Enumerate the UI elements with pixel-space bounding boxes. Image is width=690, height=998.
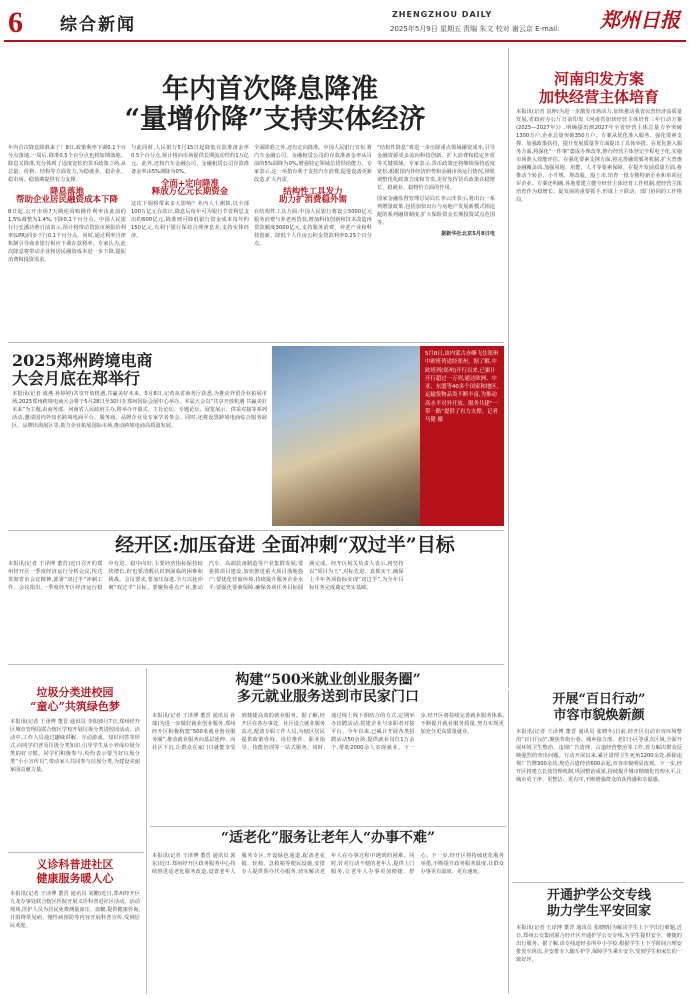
garbage-title-line2: “童心”共筑绿色梦 bbox=[30, 700, 120, 713]
column-divider bbox=[146, 668, 147, 994]
guard-title-line2: 助力学生平安回家 bbox=[546, 904, 651, 919]
jobs-body: 本报讯(记者 王译博 董晋 通讯员 孙瑞)为进一步做好就业创业服务,郑州经开区积极构建“500米就业创业服务圈”,推动就业服务向基层延伸、向社区下沉,让群众在家门口就能享受到便捷高效的就业服务。据了解,经开区在各办事处、社区设立就业服务站点,配备专职工作人员,为辖区居民提供政策咨询、岗位推荐、职业指导、技能培训等一站式服务。同时,通过线上线下相结合的方式,定期举办招聘活动,搭建企业与求职者对接平台。今年以来,已累计开展各类招聘活动50余场,提供就业岗位1万余个,帮助2000余人实现就业。下一步,经开区将持续完善就业服务体系,不断提升就业服务质量,努力实现更加充分更高质量就业。 bbox=[152, 713, 504, 751]
garbage-title-line1: 垃圾分类进校园 bbox=[36, 686, 114, 699]
jobs-title-line2: 多元就业服务送到市民家门口 bbox=[237, 689, 419, 705]
jobs-title-line1: 构建“500米就业创业服务圈” bbox=[235, 672, 421, 688]
divider bbox=[8, 342, 504, 343]
lead-subhead-2: 全面+定向降准 释放万亿元长期资金 bbox=[151, 179, 229, 197]
guard-body: 本报讯(记者 王译博 董晋 通讯员 张晓晴)为解决学生上下学出行难题,近日,郑州公交集团联合经开区开通护学公交专线,为学生提供安全、便捷的出行服务。据了解,该专线途经多所中小学校,根据学生上下学时间合理安排发车班次,并安排专人随车护学,保障学生乘车安全,受到学生和家长的一致好评。 bbox=[516, 925, 682, 963]
elderly-title: “适老化”服务让老年人“办事不难” bbox=[220, 830, 436, 846]
column-divider bbox=[508, 48, 509, 688]
train-photo bbox=[272, 346, 420, 526]
clinic-title-line1: 义诊科普进社区 bbox=[36, 858, 114, 871]
lead-col4-para: “结构性降息”将进一步压降重点领域融资成本,引导金融资源更多流向科技创新、扩大消费和稳定外贸等关键领域。专家表示,货币政策还将继续保持适度宽松,根据国内外经济形势和金融市场运行情况,择机调整优化政策力度和节奏,更好发挥货币政策在稳增长、稳就业、稳物价方面的作用。 bbox=[377, 145, 495, 191]
lead-subhead-3: 结构性工具发力 助力扩消费稳外需 bbox=[278, 187, 347, 205]
column-divider bbox=[508, 690, 509, 994]
lead-column-4 bbox=[377, 144, 495, 338]
header-rule bbox=[4, 40, 686, 42]
henan-body: 本报讯(记者 袁坤)为进一步激发市场活力,加快推动我省民营经济高质量发展,省政府办公厅日前印发《河南省加快经营主体培育三年行动方案(2025—2027年)》,明确提出到2027年全省经营主体总量力争突破1300万户,企业总量突破350万户。方案从优化准入服务、强化要素支撑、加强政策扶持、提升发展质量等方面提出了具体举措。在优化准入服务方面,将深化“一件事”集成办理改革,推行经营主体登记全程电子化,实施市场准入效能评估。在强化要素支撑方面,将完善融资服务机制,扩大普惠金融覆盖面,加强用地、用能、人才等要素保障。在提升发展质量方面,将推动个转企、小升规、规改股、股上市,培育一批专精特新企业和单项冠军企业。方案还明确,各地要建立健全经营主体培育工作机制,把经营主体培育作为稳增长、促发展的重要抓手,形成上下联动、部门协同的工作格局。 bbox=[516, 109, 682, 203]
lead-column-3 bbox=[254, 144, 372, 338]
lead-title-line2: “量增价降”支持实体经济 bbox=[124, 104, 426, 135]
hundred-title-line1: 开展“百日行动” bbox=[552, 692, 646, 707]
clinic-body: 本报讯(记者 王译博 董晋 通讯员 刘鹏)近日,郑州经开区九龙办事处联合辖区医院开展义诊科普进社区活动。活动现场,医护人员为居民免费测量血压、血糖,提供健康咨询,并围绕常见病、慢性病预防等内容开展科普宣传,受到居民欢迎。 bbox=[10, 891, 140, 929]
garbage-body: 本报讯(记者 王译博 董晋 通讯员 李阳)5月7日,郑州经开区城市管理局联合辖区学校开展垃圾分类进校园活动。活动中,工作人员通过趣味讲解、互动游戏、知识问答等形式,向同学们普及垃圾分类知识,引导学生从小养成垃圾分类的好习惯。同学们积极参与,纷纷表示要当好垃圾分类“小小宣传员”,带动家人共同参与垃圾分类,为建设美丽家园贡献力量。 bbox=[10, 719, 140, 773]
divider bbox=[150, 826, 506, 827]
clinic-title-line2: 健康服务暖人心 bbox=[36, 872, 114, 885]
lead-column-2 bbox=[131, 144, 249, 338]
lead-col4b-para: 国家金融监督管理总局局长李云泽表示,将出台一系列增量政策,包括加快出台与房地产发展新模式相适配的系列融资制度,扩大保险资金长期投资试点范围等。 bbox=[377, 196, 495, 226]
lead-title-line1: 年内首次降息降准 bbox=[162, 74, 378, 105]
divider bbox=[8, 852, 144, 853]
henan-title-line1: 河南印发方案 bbox=[553, 70, 644, 88]
lead-col1b-para: 8日起,公开市场7天期逆回购操作利率由此前的1.5%调整为1.4%,下降0.1个百分点。中国人民银行行长潘功胜日前表示,预计将带动贷款市场报价利率(LPR)同步下行0.1个百分点。同时,通过利率自律机制引导商业银行相应下调存款利率。专家认为,此次降息将带动企业和居民融资成本进一步下降,提振消费和投资需求。 bbox=[8, 209, 126, 263]
divider bbox=[8, 664, 504, 665]
lead-col3b-para: 在结构性工具方面,中国人民银行将设立5000亿元服务消费与养老再贷款,增加科技创新和技术改造再贷款额度3000亿元,支持服务消费、养老产业和科技创新。降低个人住房公积金贷款利率0.25个百分点。 bbox=[254, 209, 372, 247]
page-number: 6 bbox=[8, 6, 23, 39]
lead-col3-para: 全面降准之外,还有定向降准。中国人民银行宣布,将汽车金融公司、金融租赁公司的存款准备金率从目前的5%调降为0%,增强特定领域信贷供给能力。专家表示,这一举措有利于支持汽车消费,促进设备更新改造,扩大内需。 bbox=[254, 145, 372, 183]
photo-caption: 5月8日,由内蒙古赤峰飞往郑州中欧班列途经郑州。据了解,中欧班列(郑州)开行以来,已累计开行超过一万列,通达欧洲、中亚、东盟等40多个国家和地区,运输货物品类不断丰富,为推动高水平对外开放、服务共建“一带一路”提供了有力支撑。记者 马健 摄 bbox=[420, 346, 504, 526]
divider bbox=[512, 882, 684, 883]
lead-column-1 bbox=[8, 144, 126, 338]
date-line: 2025年5月9日 星期五 责编 朱文 校对 谢云京 E-mail: bbox=[390, 25, 560, 33]
guard-title-line1: 开通护学公交专线 bbox=[546, 888, 651, 903]
devzone-title: 经开区:加压奋进 全面冲刺“双过半”目标 bbox=[115, 534, 455, 556]
lead-col2b-para: 这次下调将带来多大影响？业内人士测算,以全部100万亿元存款计,降息后每年可为银行节省利息支出约600亿元,降准则可降低银行资金成本每年约150亿元,有利于银行保持合理净息差,支持实体经济。 bbox=[131, 201, 249, 239]
paper-english-name: ZHENGZHOU DAILY bbox=[392, 10, 493, 19]
devzone-body: 本报讯(记者 王译博 董晋)近日召开的郑州经开区一季度经济运行分析会议,传达贯彻省市会议精神,部署“双过半”冲刺工作。会议指出,一季度经开区经济运行稳中有进、稳中向好,主要经济指标保持较快增长,但也要清醒认识到面临的困难和挑战。会议要求,要加压奋进,全力以赴冲刺“双过半”目标。要聚焦重点产业,推动汽车、高端装备制造等产业集群发展;要狠抓项目建设,加快推进重大项目落地投产;要优化营商环境,持续提升服务企业水平;要强化要素保障,确保各项任务目标圆满完成。经开区相关负责人表示,将坚持以“项目为王”,对标先进、真抓实干,确保上半年各项指标实现“双过半”,为全年目标任务完成奠定坚实基础。 bbox=[8, 561, 404, 591]
crossborder-body: 本报讯(记者 成燕 孙婷婷)共享开放机遇,共赢美好未来。5月8日,记者从省商务厅获悉,为推动外贸企业拓展市场,2025郑州跨境电商大会将于5月28日至30日在郑州国际会展中心举办。本届大会以“共享开放机遇 共赢美好未来”为主题,由商务部、河南省人民政府主办,将举办开幕式、主旨论坛、专题论坛、展览展示、供采对接等系列活动,邀请国内外知名跨境电商平台、服务商、品牌企业及专家学者参会。同时,还将设置跨境电商综合服务展区、品牌出海展区等,助力企业拓展国际市场,推动跨境电商高质量发展。 bbox=[12, 391, 267, 429]
divider bbox=[8, 530, 504, 531]
hundred-title-line2: 市容市貌焕新颜 bbox=[553, 708, 645, 723]
lead-col2-para: 与此同时,人民银行5月15日起降低存款准备金率0.5个百分点,预计将向市场提供长期流动性约1万亿元。此外,还将汽车金融公司、金融租赁公司存款准备金率由5%调降为0%。 bbox=[131, 145, 249, 175]
lead-subhead-1: 降息落地 帮助企业居民融资成本下降 bbox=[15, 187, 118, 205]
crossborder-title-line2: 大会月底在郑举行 bbox=[12, 369, 141, 388]
henan-title-line2: 加快经营主体培育 bbox=[538, 88, 659, 106]
lead-agency-credit: 据新华社北京5月8日电 bbox=[441, 231, 495, 237]
hundred-body: 本报讯(记者 王译博 董晋 通讯员 张晓冬)日前,经开区启动市容环境整治“百日行动”,聚焦背街小巷、城乡接合部、老旧小区等重点区域,全面开展环境卫生整治、违规广告清理、占道经营整治等工作,着力解决群众反映强烈的突出问题。行动开展以来,累计清理卫生死角1200余处,拆除违规广告牌300余块,规范占道经营600余起,市容市貌明显改观。下一步,经开区将建立长效管理机制,巩固整治成果,持续提升城市精细化管理水平,让城市更干净、更整洁、更有序,不断增强群众的获得感和幸福感。 bbox=[516, 729, 682, 783]
lead-col1-para: 年内首次降息降准来了！8日,政策利率下调0.1个百分点落地,一周后,降准0.5个百分点也将如期落地。降息又降准,充分体现了适度宽松的货币政策立场,从总量、价格、结构等方面发力,为稳就业、稳企业、稳市场、稳预期提供有力支撑。 bbox=[8, 145, 126, 183]
crossborder-title-line1: 2025郑州跨境电商 bbox=[12, 351, 153, 370]
section-title: 综合新闻 bbox=[60, 15, 136, 35]
elderly-body: 本报讯(记者 王译博 董晋 通讯员 郭东)近日,郑州经开区政务服务中心持续推进适老化服务改造,设置老年人服务专区,开设绿色通道,配备老花镜、轮椅、急救箱等便民设施,安排专人提供帮办代办服务,切实解决老年人在办事过程中遇到的困难。同时,针对行动不便的老年人,提供上门服务,让老年人办事更加便捷、舒心。下一步,经开区将持续优化服务举措,不断提升政务服务温度,让群众办事更有温度、更有速度。 bbox=[152, 853, 504, 875]
paper-logo: 郑州日报 bbox=[600, 8, 680, 32]
